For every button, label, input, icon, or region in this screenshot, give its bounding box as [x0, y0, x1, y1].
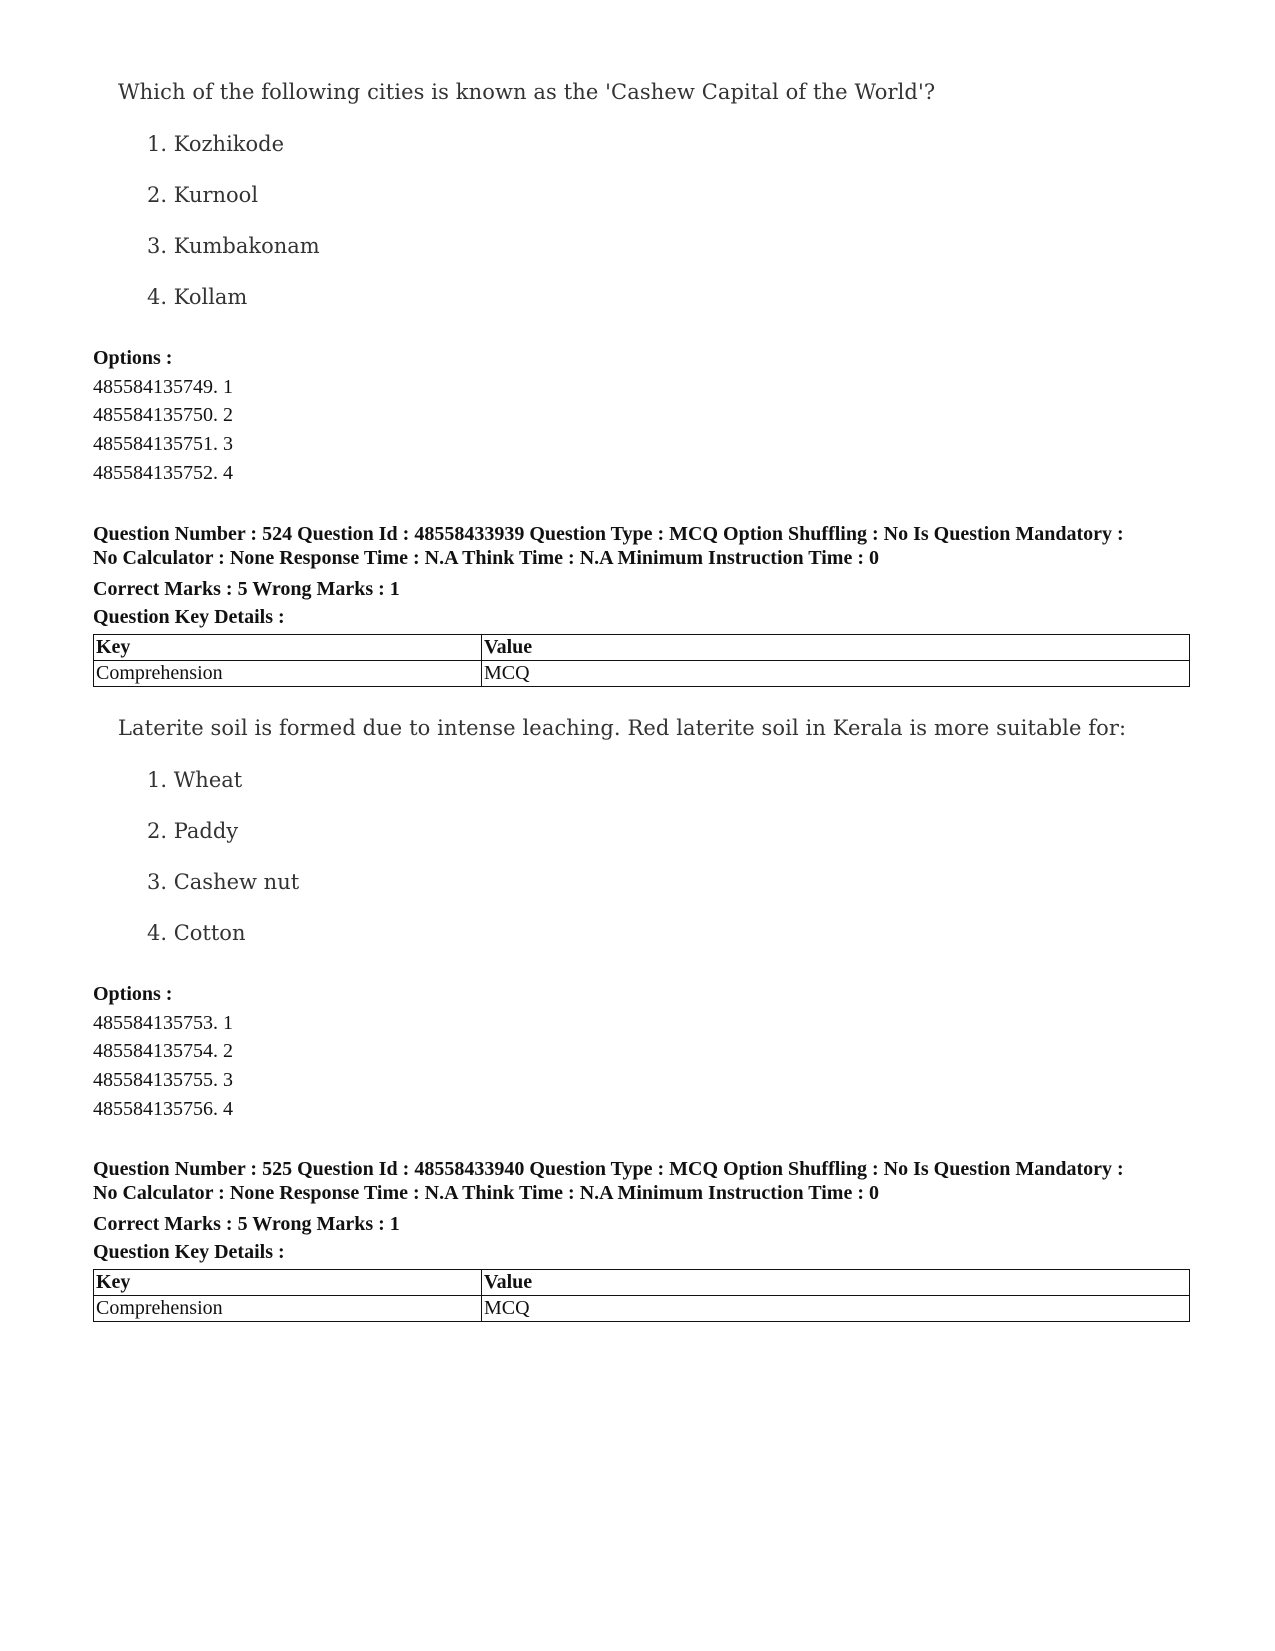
- table-header-row: [94, 635, 1190, 661]
- meta-line-1: Question Number : 524 Question Id : 48558433939 Question Type : MCQ Option Shuffling : No Is Question Mandatory :: [93, 523, 1124, 545]
- question-choice-2: 2. Kurnool: [147, 183, 259, 207]
- table-cell-value: MCQ: [482, 661, 1190, 687]
- option-item: 485584135753. 1: [93, 1011, 233, 1034]
- table-cell-key: Comprehension: [94, 1296, 482, 1322]
- marks-line: Correct Marks : 5 Wrong Marks : 1: [93, 578, 400, 600]
- key-details-table: [93, 634, 1190, 687]
- question-image-cashew: [118, 80, 936, 309]
- option-item: 485584135750. 2: [93, 404, 233, 427]
- table-header-row: [94, 1270, 1190, 1296]
- meta-line-2: No Calculator : None Response Time : N.A Think Time : N.A Minimum Instruction Time : 0: [93, 1182, 879, 1204]
- options-list: [93, 980, 233, 1124]
- question-choice-3: 3. Kumbakonam: [147, 234, 320, 258]
- table-cell-key: Comprehension: [94, 661, 482, 687]
- table-header-key: Key: [94, 1270, 482, 1296]
- question-choice-4: 4. Kollam: [147, 285, 248, 309]
- table-header-value: Value: [482, 635, 1190, 661]
- meta-line-2: No Calculator : None Response Time : N.A Think Time : N.A Minimum Instruction Time : 0: [93, 547, 879, 569]
- question-choice-2: 2. Paddy: [147, 819, 239, 843]
- table-row: [94, 661, 1190, 687]
- key-details-heading: Question Key Details :: [93, 606, 285, 628]
- question-choice-4: 4. Cotton: [147, 921, 246, 945]
- option-item: 485584135751. 3: [93, 433, 233, 456]
- question-meta-525: [93, 1157, 1193, 1205]
- table-header-value: Value: [482, 1270, 1190, 1296]
- marks-line: Correct Marks : 5 Wrong Marks : 1: [93, 1213, 400, 1235]
- key-details-table: [93, 1269, 1190, 1322]
- option-item: 485584135754. 2: [93, 1040, 233, 1063]
- question-image-laterite: [118, 716, 1127, 945]
- question-choice-1: 1. Wheat: [147, 768, 243, 792]
- question-text: Which of the following cities is known as the 'Cashew Capital of the World'?: [118, 80, 936, 104]
- key-details-heading: Question Key Details :: [93, 1241, 285, 1263]
- meta-line-1: Question Number : 525 Question Id : 48558433940 Question Type : MCQ Option Shuffling : No Is Question Mandatory :: [93, 1158, 1124, 1180]
- table-cell-value: MCQ: [482, 1296, 1190, 1322]
- table-row: [94, 1296, 1190, 1322]
- option-item: 485584135756. 4: [93, 1097, 233, 1120]
- question-meta-524: [93, 522, 1193, 570]
- option-item: 485584135752. 4: [93, 461, 233, 484]
- options-heading: Options :: [93, 347, 173, 369]
- table-header-key: Key: [94, 635, 482, 661]
- options-heading: Options :: [93, 983, 173, 1005]
- question-text: Laterite soil is formed due to intense leaching. Red laterite soil in Kerala is more suitable for:: [118, 716, 1127, 740]
- option-item: 485584135749. 1: [93, 375, 233, 398]
- question-choice-1: 1. Kozhikode: [147, 132, 285, 156]
- option-item: 485584135755. 3: [93, 1069, 233, 1092]
- question-choice-3: 3. Cashew nut: [147, 870, 300, 894]
- options-list: [93, 344, 233, 488]
